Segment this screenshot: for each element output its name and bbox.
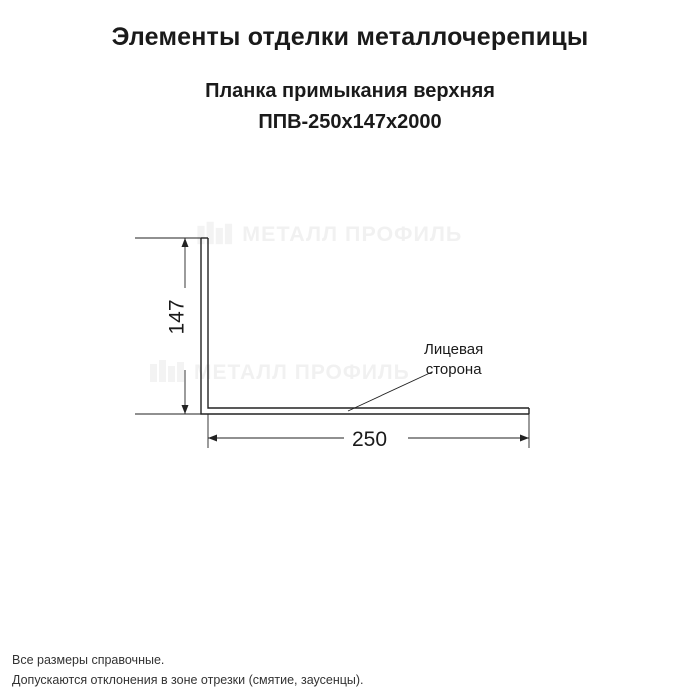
face-side-callout — [424, 340, 483, 381]
callout-leader — [348, 372, 432, 411]
watermark-text: МЕТАЛЛ ПРОФИЛЬ — [242, 222, 463, 247]
callout-line-1: Лицевая — [424, 341, 484, 358]
technical-drawing — [0, 180, 700, 500]
product-code: ППВ-250х147х2000 — [258, 111, 442, 133]
profile-outline — [201, 238, 529, 414]
page-title: Элементы отделки металлочерепицы — [111, 23, 589, 51]
title-block — [0, 22, 700, 135]
product-name: Планка примыкания верхняя — [205, 80, 495, 102]
footer-note-1: Все размеры справочные. — [12, 653, 165, 668]
profile-svg — [0, 180, 700, 500]
dimension-width-label: 250 — [352, 428, 388, 451]
watermark-text: МЕТАЛЛ ПРОФИЛЬ — [194, 361, 410, 384]
callout-line-2: сторона — [425, 361, 482, 379]
footer-notes — [12, 651, 364, 690]
footer-note-2: Допускаются отклонения в зоне отрезки (смятие, заусенцы). — [12, 672, 364, 687]
dimension-height-label: 147 — [165, 299, 189, 335]
